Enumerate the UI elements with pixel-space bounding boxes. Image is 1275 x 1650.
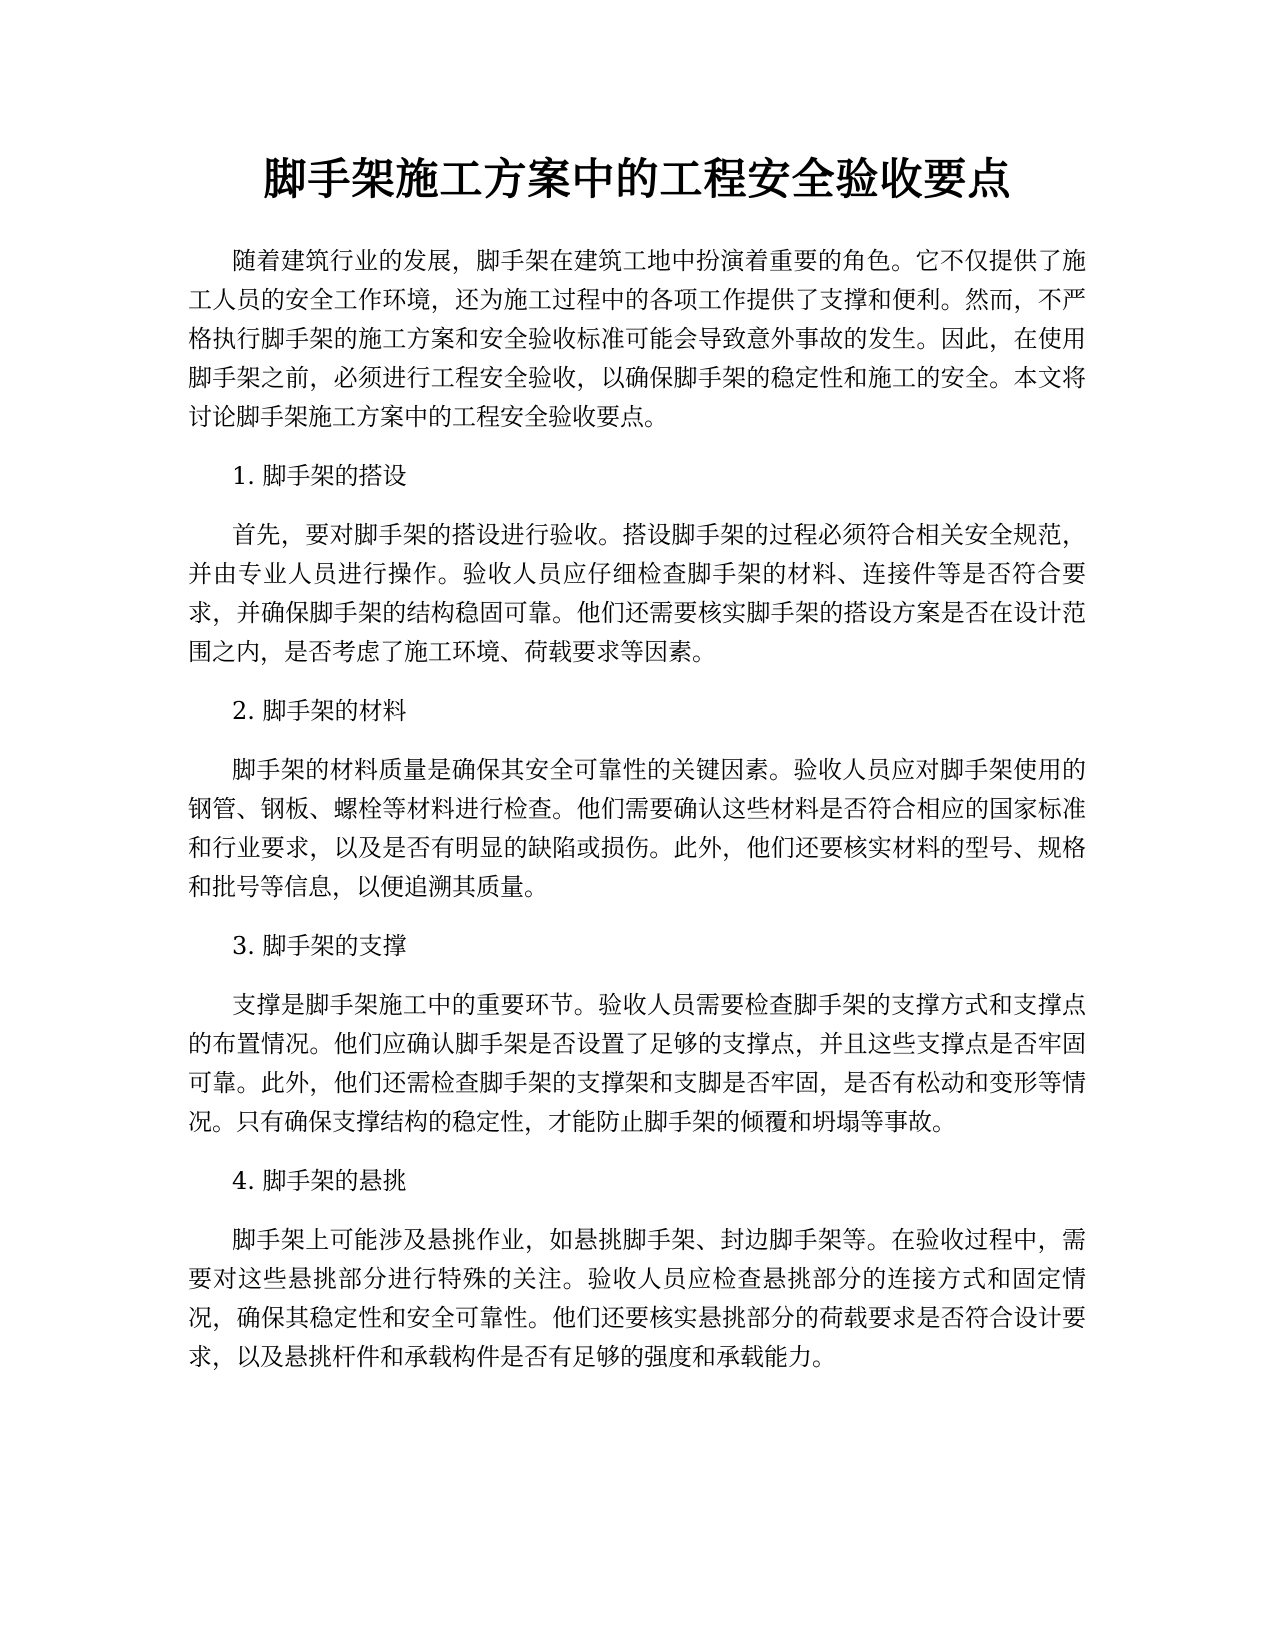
document-body (188, 242, 1086, 1397)
document-title: 脚手架施工方案中的工程安全验收要点 (263, 155, 1012, 205)
section-paragraph-2: 脚手架的材料质量是确保其安全可靠性的关键因素。验收人员应对脚手架使用的钢管、钢板、螺栓等材料进行检查。他们需要确认这些材料是否符合相应的国家标准和行业要求，以及是否有明显的缺陷或损伤。此外，他们还要核实材料的型号、规格和批号等信息，以便追溯其质量。 (188, 756, 1086, 901)
section-heading-4: 4. 脚手架的悬挑 (232, 1167, 407, 1195)
section-heading-1: 1. 脚手架的搭设 (232, 462, 407, 490)
section-heading-3: 3. 脚手架的支撑 (232, 932, 407, 960)
section-paragraph-3: 支撑是脚手架施工中的重要环节。验收人员需要检查脚手架的支撑方式和支撑点的布置情况。他们应确认脚手架是否设置了足够的支撑点，并且这些支撑点是否牢固可靠。此外，他们还需检查脚手架的支撑架和支脚是否牢固，是否有松动和变形等情况。只有确保支撑结构的稳定性，才能防止脚手架的倾覆和坍塌等事故。 (188, 991, 1086, 1136)
section-heading-2: 2. 脚手架的材料 (232, 697, 407, 725)
intro-paragraph: 随着建筑行业的发展，脚手架在建筑工地中扮演着重要的角色。它不仅提供了施工人员的安全工作环境，还为施工过程中的各项工作提供了支撑和便利。然而，不严格执行脚手架的施工方案和安全验收标准可能会导致意外事故的发生。因此，在使用脚手架之前，必须进行工程安全验收，以确保脚手架的稳定性和施工的安全。本文将讨论脚手架施工方案中的工程安全验收要点。 (188, 247, 1086, 431)
section-paragraph-1: 首先，要对脚手架的搭设进行验收。搭设脚手架的过程必须符合相关安全规范，并由专业人员进行操作。验收人员应仔细检查脚手架的材料、连接件等是否符合要求，并确保脚手架的结构稳固可靠。他们还需要核实脚手架的搭设方案是否在设计范围之内，是否考虑了施工环境、荷载要求等因素。 (188, 521, 1086, 666)
section-paragraph-4: 脚手架上可能涉及悬挑作业，如悬挑脚手架、封边脚手架等。在验收过程中，需要对这些悬挑部分进行特殊的关注。验收人员应检查悬挑部分的连接方式和固定情况，确保其稳定性和安全可靠性。他们还要核实悬挑部分的荷载要求是否符合设计要求，以及悬挑杆件和承载构件是否有足够的强度和承载能力。 (188, 1226, 1086, 1371)
